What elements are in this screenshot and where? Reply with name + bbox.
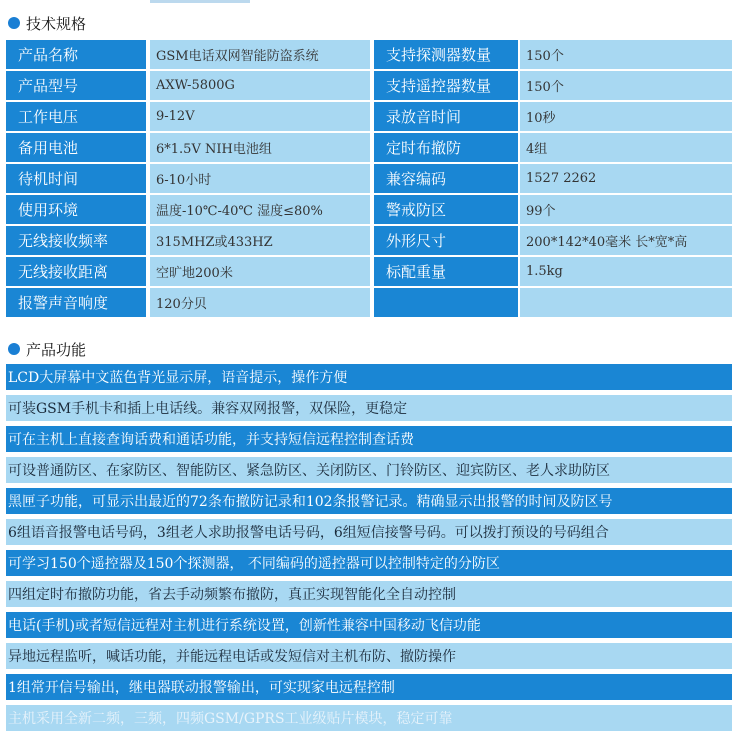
spec-label: 工作电压 — [6, 102, 146, 131]
spec-value: GSM电话双网智能防盗系统 — [150, 40, 370, 69]
spec-row — [6, 288, 732, 317]
spec-value: 10秒 — [520, 102, 732, 131]
spec-label: 无线接收距离 — [6, 257, 146, 286]
spec-value: 4组 — [520, 133, 732, 162]
spec-label: 报警声音响度 — [6, 288, 146, 317]
spec-value: 空旷地200米 — [150, 257, 370, 286]
cropped-header-strip — [150, 0, 250, 3]
spec-row — [6, 71, 732, 100]
bullet-icon — [8, 17, 20, 29]
spec-title-text: 技术规格 — [26, 14, 87, 33]
spec-label: 无线接收频率 — [6, 226, 146, 255]
spec-label: 支持遥控器数量 — [374, 71, 518, 100]
spec-row — [6, 102, 732, 131]
spec-label: 使用环境 — [6, 195, 146, 224]
spec-label — [374, 288, 518, 317]
spec-value: 150个 — [520, 71, 732, 100]
spec-value: 1.5kg — [520, 257, 732, 286]
feature-item: 电话(手机)或者短信远程对主机进行系统设置，创新性兼容中国移动飞信功能 — [6, 612, 732, 638]
spec-label: 外形尺寸 — [374, 226, 518, 255]
spec-value: 6-10小时 — [150, 164, 370, 193]
feature-section-title — [8, 339, 86, 359]
spec-label: 待机时间 — [6, 164, 146, 193]
spec-label: 产品名称 — [6, 40, 146, 69]
spec-value: 温度-10℃-40℃ 湿度≤80% — [150, 195, 370, 224]
spec-value: 200*142*40毫米 长*宽*高 — [520, 226, 732, 255]
bullet-icon — [8, 343, 20, 355]
feature-item: 可设普通防区、在家防区、智能防区、紧急防区、关闭防区、门铃防区、迎宾防区、老人求助防区 — [6, 457, 732, 483]
spec-label: 标配重量 — [374, 257, 518, 286]
feature-item: 四组定时布撤防功能，省去手动频繁布撤防，真正实现智能化全自动控制 — [6, 581, 732, 607]
spec-label: 定时布撤防 — [374, 133, 518, 162]
spec-value: 120分贝 — [150, 288, 370, 317]
spec-row — [6, 40, 732, 69]
spec-label: 兼容编码 — [374, 164, 518, 193]
feature-item: 黑匣子功能，可显示出最近的72条布撤防记录和102条报警记录。精确显示出报警的时间及防区号 — [6, 488, 732, 514]
spec-label: 备用电池 — [6, 133, 146, 162]
spec-row — [6, 226, 732, 255]
spec-section-title — [8, 13, 86, 33]
spec-row — [6, 164, 732, 193]
spec-row — [6, 133, 732, 162]
feature-item: 可在主机上直接查询话费和通话功能，并支持短信远程控制查话费 — [6, 426, 732, 452]
spec-value: 6*1.5V NIH电池组 — [150, 133, 370, 162]
spec-value: 9-12V — [150, 102, 370, 131]
spec-value: 1527 2262 — [520, 164, 732, 193]
feature-title-text: 产品功能 — [26, 340, 87, 359]
feature-item: 可学习150个遥控器及150个探测器， 不同编码的遥控器可以控制特定的分防区 — [6, 550, 732, 576]
spec-label: 录放音时间 — [374, 102, 518, 131]
feature-item: 异地远程监听，喊话功能，并能远程电话或发短信对主机布防、撤防操作 — [6, 643, 732, 669]
feature-item: 6组语音报警电话号码，3组老人求助报警电话号码，6组短信接警号码。可以拨打预设的号码组合 — [6, 519, 732, 545]
feature-item: LCD大屏幕中文蓝色背光显示屏，语音提示，操作方便 — [6, 364, 732, 390]
spec-label: 警戒防区 — [374, 195, 518, 224]
spec-label: 支持探测器数量 — [374, 40, 518, 69]
feature-item: 主机采用全新二频，三频，四频GSM/GPRS工业级贴片模块，稳定可靠 — [6, 705, 732, 731]
spec-value: 99个 — [520, 195, 732, 224]
spec-row — [6, 257, 732, 286]
spec-row — [6, 195, 732, 224]
spec-value — [520, 288, 732, 317]
feature-item: 可装GSM手机卡和插上电话线。兼容双网报警，双保险，更稳定 — [6, 395, 732, 421]
spec-value: 315MHZ或433HZ — [150, 226, 370, 255]
feature-item: 1组常开信号输出，继电器联动报警输出，可实现家电远程控制 — [6, 674, 732, 700]
spec-label: 产品型号 — [6, 71, 146, 100]
spec-value: 150个 — [520, 40, 732, 69]
spec-value: AXW-5800G — [150, 71, 370, 100]
